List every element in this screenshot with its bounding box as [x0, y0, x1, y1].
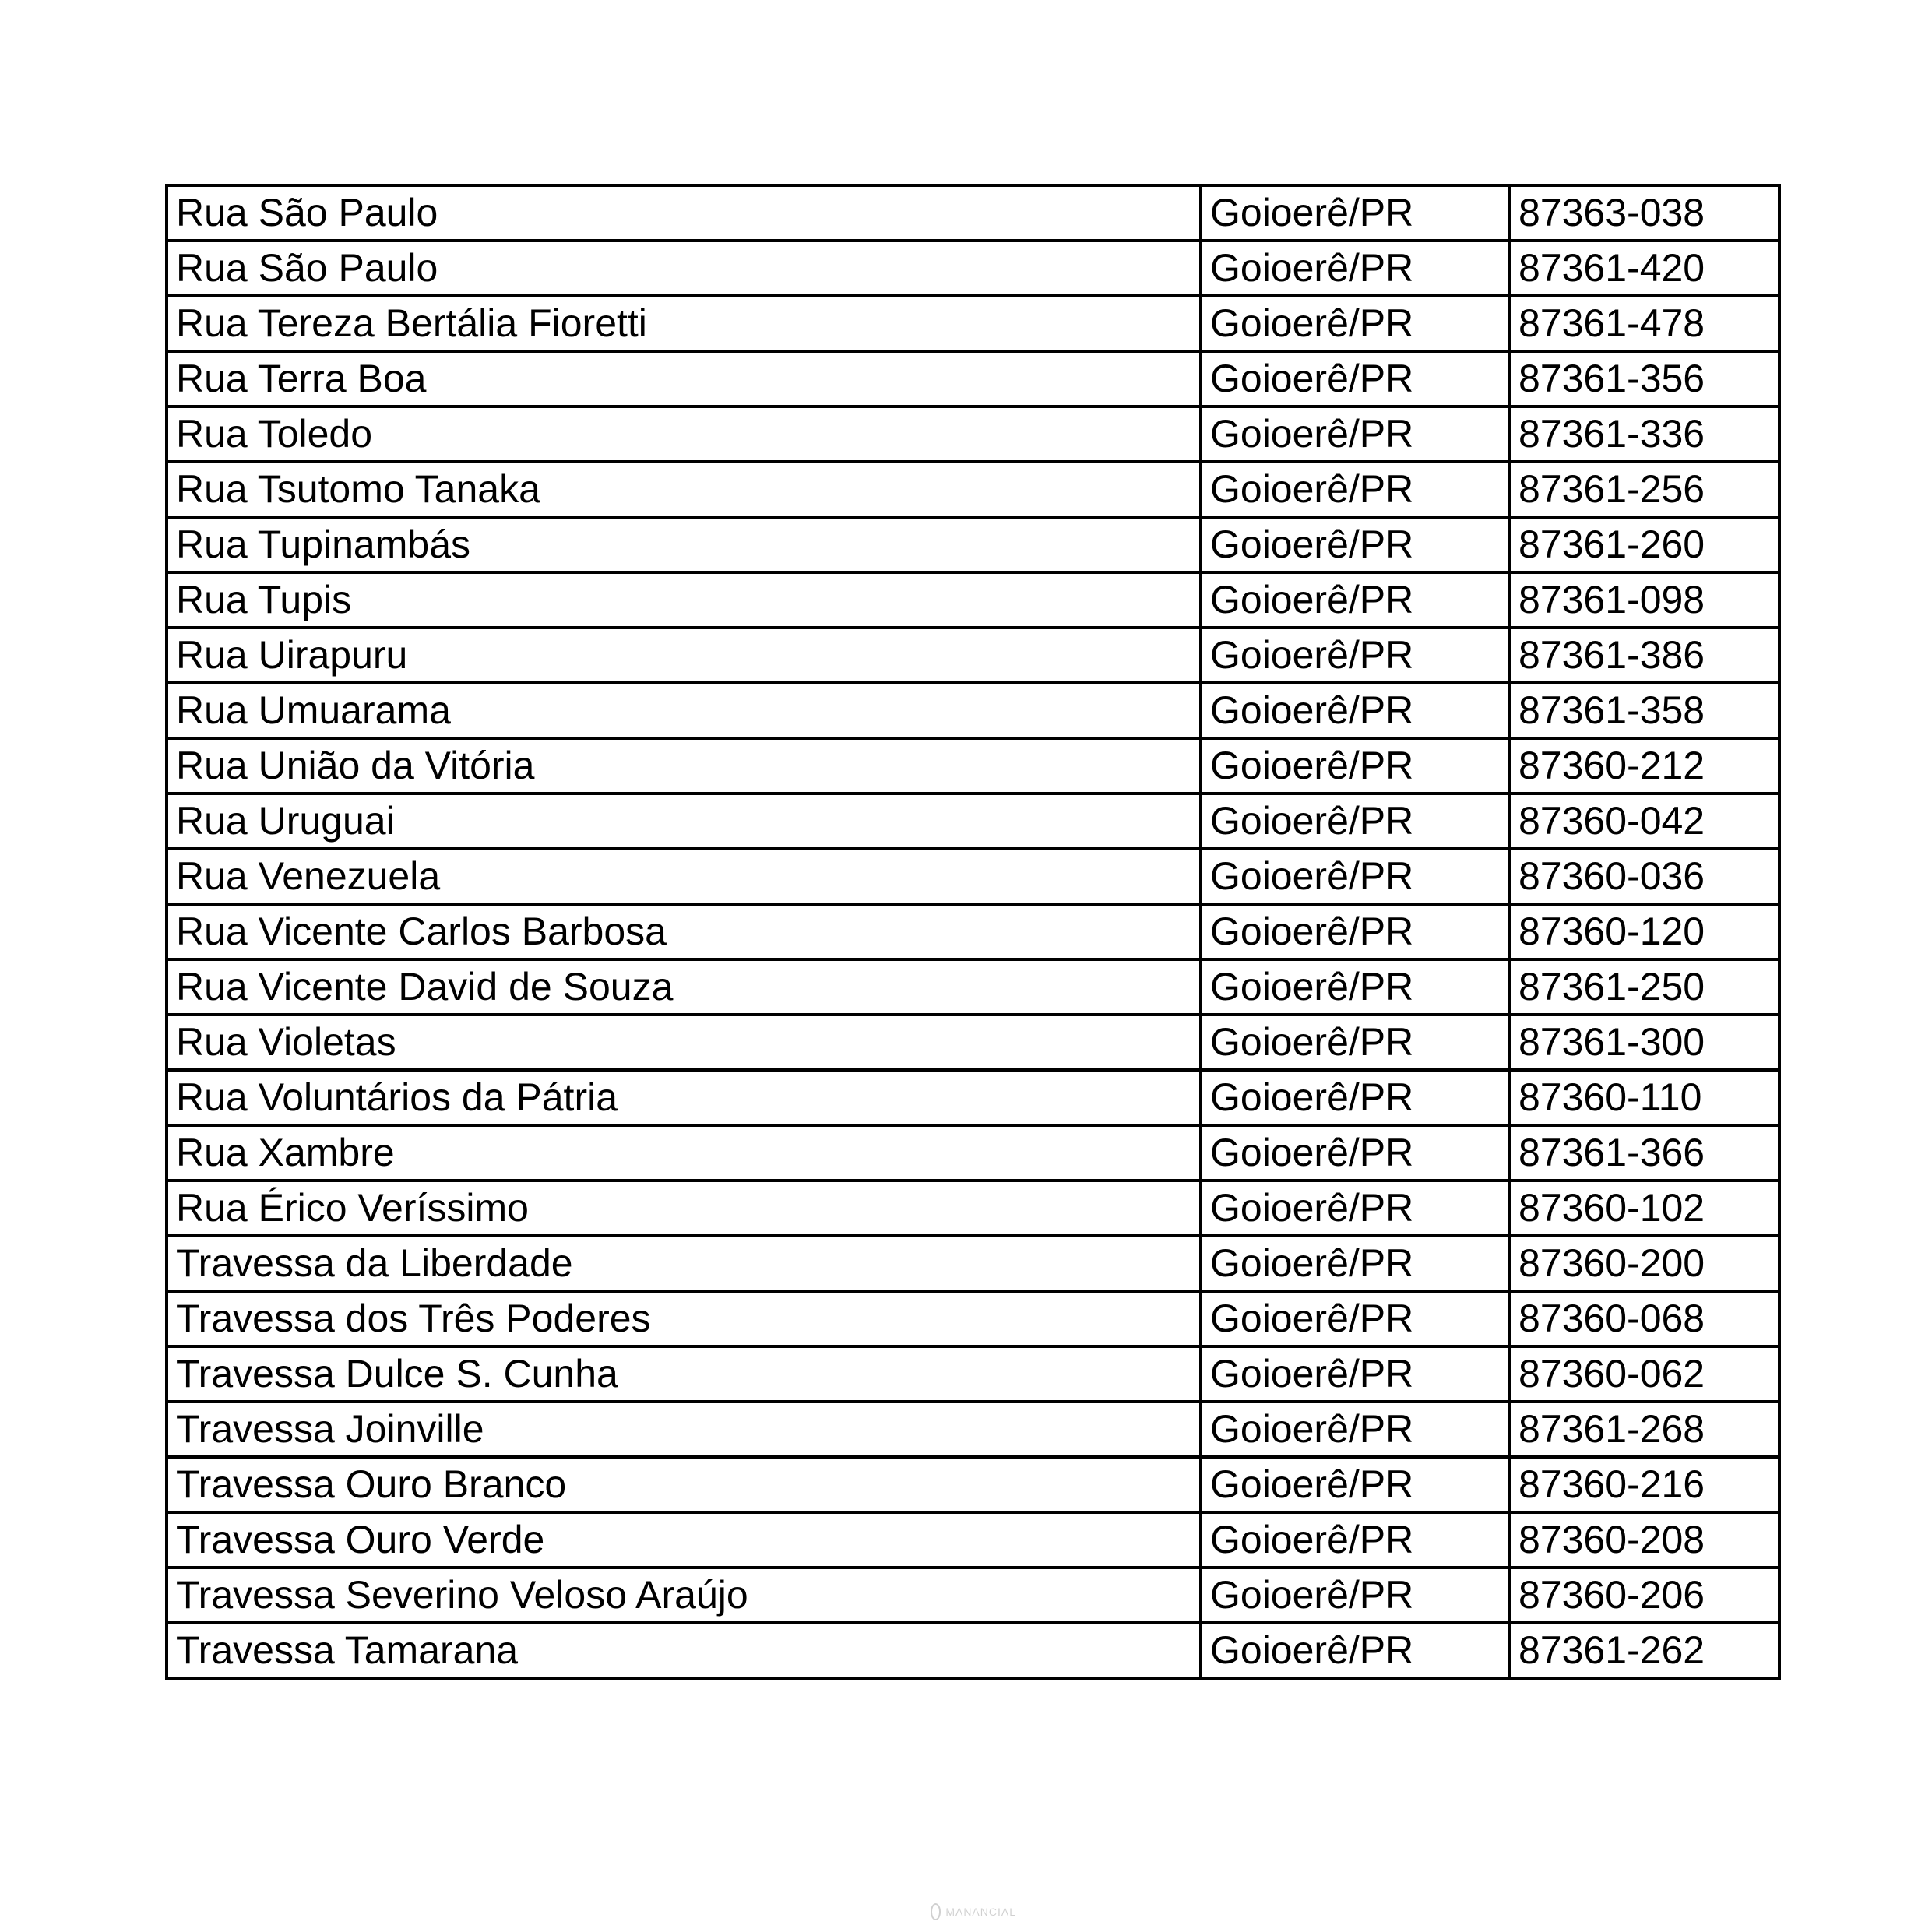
- city-cell: Goioerê/PR: [1201, 296, 1509, 351]
- table-row: [167, 628, 1779, 683]
- street-cell: Rua Vicente David de Souza: [167, 959, 1201, 1015]
- cep-cell: 87360-208: [1509, 1512, 1779, 1568]
- city-cell: Goioerê/PR: [1201, 738, 1509, 794]
- table-row: [167, 1623, 1779, 1678]
- cep-cell: 87361-268: [1509, 1402, 1779, 1457]
- street-cell: Rua Xambre: [167, 1125, 1201, 1181]
- table-row: [167, 517, 1779, 572]
- table-row: [167, 296, 1779, 351]
- street-cell: Rua Terra Boa: [167, 351, 1201, 406]
- table-row: [167, 904, 1779, 959]
- cep-cell: 87360-206: [1509, 1568, 1779, 1623]
- table-row: [167, 1070, 1779, 1125]
- street-cell: Rua Violetas: [167, 1015, 1201, 1070]
- cep-cell: 87361-300: [1509, 1015, 1779, 1070]
- street-cell: Rua São Paulo: [167, 241, 1201, 296]
- city-cell: Goioerê/PR: [1201, 1236, 1509, 1291]
- table-row: [167, 794, 1779, 849]
- street-cell: Travessa Tamarana: [167, 1623, 1201, 1678]
- street-cell: Travessa dos Três Poderes: [167, 1291, 1201, 1346]
- city-cell: Goioerê/PR: [1201, 241, 1509, 296]
- city-cell: Goioerê/PR: [1201, 462, 1509, 517]
- city-cell: Goioerê/PR: [1201, 572, 1509, 628]
- table-row: [167, 738, 1779, 794]
- address-table: [165, 184, 1781, 1680]
- city-cell: Goioerê/PR: [1201, 1070, 1509, 1125]
- street-cell: Rua Voluntários da Pátria: [167, 1070, 1201, 1125]
- cep-cell: 87361-250: [1509, 959, 1779, 1015]
- cep-cell: 87360-102: [1509, 1181, 1779, 1236]
- city-cell: Goioerê/PR: [1201, 794, 1509, 849]
- table-row: [167, 241, 1779, 296]
- street-cell: Rua União da Vitória: [167, 738, 1201, 794]
- street-cell: Rua Tsutomo Tanaka: [167, 462, 1201, 517]
- street-cell: Travessa da Liberdade: [167, 1236, 1201, 1291]
- cep-cell: 87360-110: [1509, 1070, 1779, 1125]
- table-row: [167, 1568, 1779, 1623]
- street-cell: Travessa Severino Veloso Araújo: [167, 1568, 1201, 1623]
- cep-cell: 87361-356: [1509, 351, 1779, 406]
- city-cell: Goioerê/PR: [1201, 185, 1509, 241]
- table-row: [167, 462, 1779, 517]
- street-cell: Rua Tereza Bertália Fioretti: [167, 296, 1201, 351]
- cep-cell: 87361-098: [1509, 572, 1779, 628]
- cep-cell: 87361-478: [1509, 296, 1779, 351]
- table-row: [167, 1346, 1779, 1402]
- city-cell: Goioerê/PR: [1201, 1015, 1509, 1070]
- city-cell: Goioerê/PR: [1201, 904, 1509, 959]
- table-row: [167, 1236, 1779, 1291]
- city-cell: Goioerê/PR: [1201, 628, 1509, 683]
- street-cell: Travessa Joinville: [167, 1402, 1201, 1457]
- cep-cell: 87363-038: [1509, 185, 1779, 241]
- table-row: [167, 406, 1779, 462]
- cep-cell: 87361-386: [1509, 628, 1779, 683]
- table-row: [167, 959, 1779, 1015]
- table-row: [167, 1402, 1779, 1457]
- cep-cell: 87360-212: [1509, 738, 1779, 794]
- street-cell: Rua Érico Veríssimo: [167, 1181, 1201, 1236]
- city-cell: Goioerê/PR: [1201, 1181, 1509, 1236]
- street-cell: Rua Uruguai: [167, 794, 1201, 849]
- city-cell: Goioerê/PR: [1201, 351, 1509, 406]
- cep-cell: 87361-358: [1509, 683, 1779, 738]
- table-row: [167, 572, 1779, 628]
- table-row: [167, 1291, 1779, 1346]
- cep-cell: 87361-420: [1509, 241, 1779, 296]
- city-cell: Goioerê/PR: [1201, 1457, 1509, 1512]
- city-cell: Goioerê/PR: [1201, 1402, 1509, 1457]
- city-cell: Goioerê/PR: [1201, 959, 1509, 1015]
- logo-icon: [931, 1903, 941, 1920]
- table-row: [167, 1457, 1779, 1512]
- table-row: [167, 849, 1779, 904]
- street-cell: Rua Toledo: [167, 406, 1201, 462]
- table-row: [167, 683, 1779, 738]
- city-cell: Goioerê/PR: [1201, 1512, 1509, 1568]
- cep-cell: 87361-260: [1509, 517, 1779, 572]
- street-cell: Rua São Paulo: [167, 185, 1201, 241]
- table-row: [167, 185, 1779, 241]
- address-sheet: [165, 184, 1778, 1680]
- cep-cell: 87361-262: [1509, 1623, 1779, 1678]
- street-cell: Travessa Dulce S. Cunha: [167, 1346, 1201, 1402]
- city-cell: Goioerê/PR: [1201, 517, 1509, 572]
- table-row: [167, 1125, 1779, 1181]
- street-cell: Travessa Ouro Branco: [167, 1457, 1201, 1512]
- cep-cell: 87361-256: [1509, 462, 1779, 517]
- street-cell: Rua Tupis: [167, 572, 1201, 628]
- table-row: [167, 1512, 1779, 1568]
- street-cell: Travessa Ouro Verde: [167, 1512, 1201, 1568]
- city-cell: Goioerê/PR: [1201, 406, 1509, 462]
- street-cell: Rua Venezuela: [167, 849, 1201, 904]
- city-cell: Goioerê/PR: [1201, 1291, 1509, 1346]
- address-table-body: [167, 185, 1779, 1678]
- watermark: [931, 1901, 1016, 1923]
- cep-cell: 87361-336: [1509, 406, 1779, 462]
- cep-cell: 87360-120: [1509, 904, 1779, 959]
- street-cell: Rua Tupinambás: [167, 517, 1201, 572]
- table-row: [167, 1015, 1779, 1070]
- city-cell: Goioerê/PR: [1201, 849, 1509, 904]
- cep-cell: 87361-366: [1509, 1125, 1779, 1181]
- cep-cell: 87360-042: [1509, 794, 1779, 849]
- city-cell: Goioerê/PR: [1201, 683, 1509, 738]
- cep-cell: 87360-036: [1509, 849, 1779, 904]
- cep-cell: 87360-062: [1509, 1346, 1779, 1402]
- street-cell: Rua Vicente Carlos Barbosa: [167, 904, 1201, 959]
- city-cell: Goioerê/PR: [1201, 1623, 1509, 1678]
- city-cell: Goioerê/PR: [1201, 1568, 1509, 1623]
- cep-cell: 87360-068: [1509, 1291, 1779, 1346]
- city-cell: Goioerê/PR: [1201, 1346, 1509, 1402]
- table-row: [167, 351, 1779, 406]
- cep-cell: 87360-216: [1509, 1457, 1779, 1512]
- cep-cell: 87360-200: [1509, 1236, 1779, 1291]
- table-row: [167, 1181, 1779, 1236]
- city-cell: Goioerê/PR: [1201, 1125, 1509, 1181]
- street-cell: Rua Umuarama: [167, 683, 1201, 738]
- street-cell: Rua Uirapuru: [167, 628, 1201, 683]
- watermark-text: MANANCIAL: [945, 1906, 1016, 1918]
